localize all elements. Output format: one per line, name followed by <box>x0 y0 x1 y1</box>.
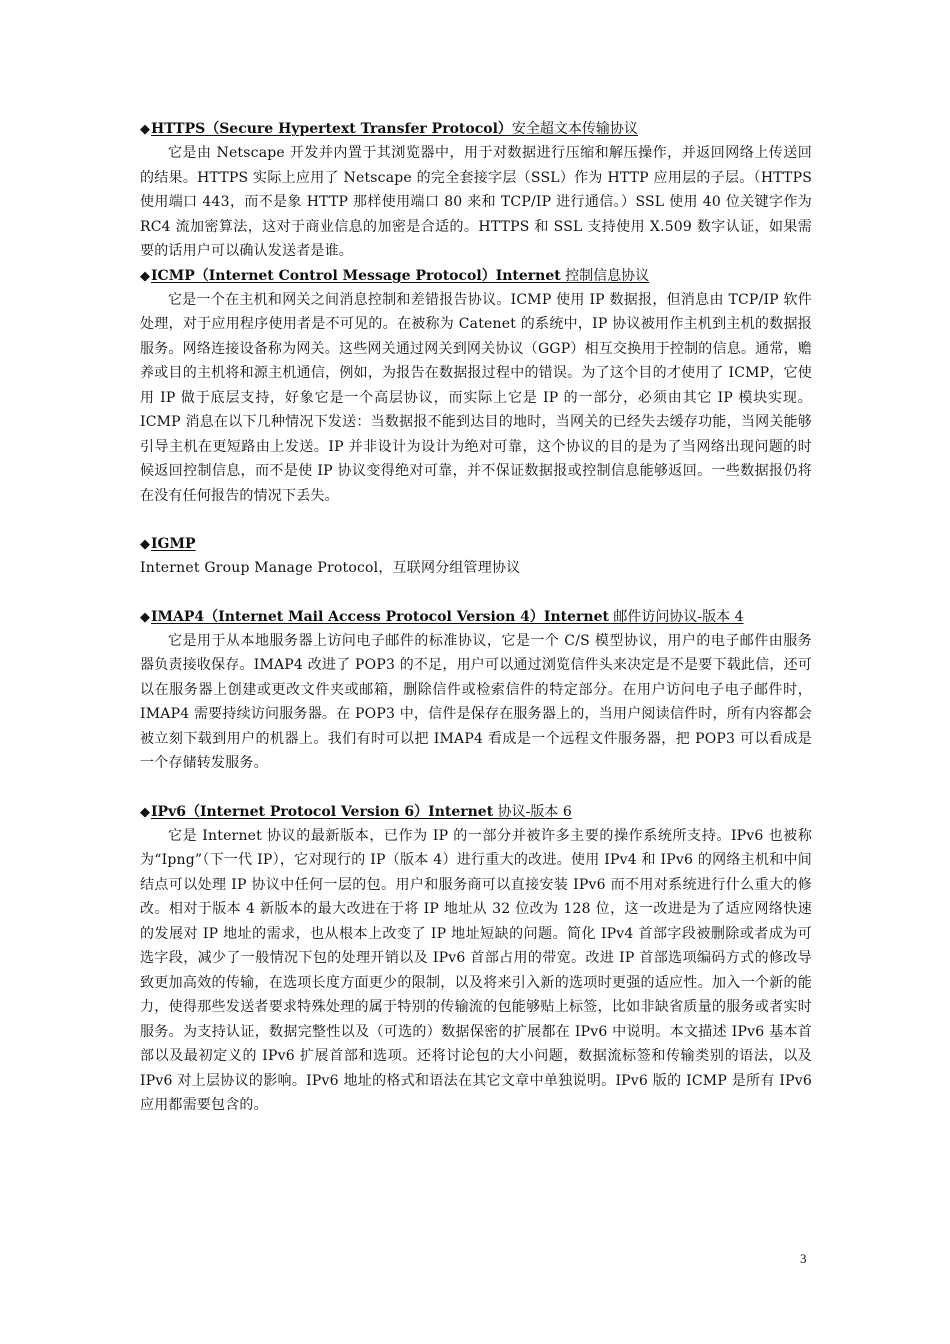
section-heading <box>140 800 812 824</box>
heading-text: 控制信息协议 <box>560 267 650 284</box>
document-body <box>140 117 812 1118</box>
section-imap4 <box>140 605 812 776</box>
heading-bold-text: IPv6（Internet Protocol Version 6）Internet <box>151 803 494 820</box>
section-https <box>140 117 812 264</box>
section-heading <box>140 605 812 629</box>
heading-text: 安全超文本传输协议 <box>511 121 638 137</box>
diamond-bullet-icon: ◆ <box>140 609 150 625</box>
heading-bold-text: HTTPS（Secure Hypertext Transfer Protocol） <box>151 121 512 137</box>
section-paragraph: 它是 Internet 协议的最新版本，已作为 IP 的一部分并被许多主要的操作系统所支持。IPv6 也被称为“Ipng”（下一代 IP），它对现行的 IP（版本 4）进行重大的改进。使用 IPv4 和 IPv6 的网络主机和中间结点可以处理 IP 协议中任何一层的包。用户和服务商可以直接安装 IPv6 而不用对系统进行什么重大的修改。相对于版本 4 新版本的最大改进在于将 IP 地址从 32 位改为 128 位，这一改进是为了适应网络快速的发展对 IP 地址的需求，也从根本上改变了 IP 地址短缺的问题。简化 IPv4 首部字段被删除或者成为可选字段，减少了一般情况下包的处理开销以及 IPv6 首部占用的带宽。改进 IP 首部选项编码方式的修改导致更加高效的传输，在选项长度方面更少的限制，以及将来引入新的选项时更强的适应性。加入一个新的能力，使得那些发送者要求特殊处理的属于特别的传输流的包能够贴上标签，比如非缺省质量的服务或者实时服务。为支持认证，数据完整性以及（可选的）数据保密的扩展都在 IPv6 中说明。本文描述 IPv6 基本首部以及最初定义的 IPv6 扩展首部和选项。还将讨论包的大小问题，数据流标签和传输类别的语法，以及 IPv6 对上层协议的影响。IPv6 地址的格式和语法在其它文章中单独说明。IPv6 版的 ICMP 是所有 IPv6 应用都需要包含的。 <box>140 827 812 1113</box>
diamond-bullet-icon: ◆ <box>140 122 150 137</box>
diamond-bullet-icon: ◆ <box>140 537 150 552</box>
heading-bold-text: IGMP <box>151 536 196 552</box>
diamond-bullet-icon: ◆ <box>140 804 150 820</box>
section-heading <box>140 264 812 288</box>
heading-text: 邮件访问协议-版本 4 <box>608 608 744 625</box>
section-paragraph: Internet Group Manage Protocol，互联网分组管理协议 <box>140 560 521 576</box>
heading-bold-text: IMAP4（Internet Mail Access Protocol Version 4）Internet <box>151 608 609 625</box>
page-number: 3 <box>800 1251 807 1266</box>
section-paragraph: 它是用于从本地服务器上访问电子邮件的标准协议，它是一个 C/S 模型协议，用户的电子邮件由服务器负责接收保存。IMAP4 改进了 POP3 的不足，用户可以通过浏览信件头来决定是不是要下载此信，还可以在服务器上创建或更改文件夹或邮箱，删除信件或检索信件的特定部分。在用户访问电子电子邮件时，IMAP4 需要持续访问服务器。在 POP3 中，信件是保存在服务器上的，当用户阅读信件时，所有内容都会被立刻下载到用户的机器上。我们有时可以把 IMAP4 看成是一个远程文件服务器，把 POP3 可以看成是一个存储转发服务。 <box>140 632 812 771</box>
section-ipv6 <box>140 800 812 1118</box>
section-paragraph: 它是由 Netscape 开发并内置于其浏览器中，用于对数据进行压缩和解压操作，并返回网络上传送回的结果。HTTPS 实际上应用了 Netscape 的完全套接字层（SSL）作为 HTTP 应用层的子层。（HTTPS 使用端口 443，而不是象 HTTP 那样使用端口 80 来和 TCP/IP 进行通信。）SSL 使用 40 位关键字作为 RC4 流加密算法，这对于商业信息的加密是合适的。HTTPS 和 SSL 支持使用 X.509 数字认证，如果需要的话用户可以确认发送者是谁。 <box>140 145 812 259</box>
section-icmp <box>140 264 812 509</box>
section-heading <box>140 532 812 556</box>
diamond-bullet-icon: ◆ <box>140 268 150 284</box>
section-paragraph: 它是一个在主机和网关之间消息控制和差错报告协议。ICMP 使用 IP 数据报，但消息由 TCP/IP 软件处理，对于应用程序使用者是不可见的。在被称为 Catenet 的系统中，IP 协议被用作主机到主机的数据报服务。网络连接设备称为网关。这些网关通过网关到网关协议（GGP）相互交换用于控制的信息。通常，赡养或目的主机将和源主机通信，例如，为报告在数据报过程中的错误。为了这个目的才使用了 ICMP，它使用 IP 做于底层支持，好象它是一个高层协议，而实际上它是 IP 的一部分，必须由其它 IP 模块实现。ICMP 消息在以下几种情况下发送：当数据报不能到达目的地时，当网关的已经失去缓存功能，当网关能够引导主机在更短路由上发送。IP 并非设计为设计为绝对可靠，这个协议的目的是为了当网络出现问题的时候返回控制信息，而不是使 IP 协议变得绝对可靠，并不保证数据报或控制信息能够返回。一些数据报仍将在没有任何报告的情况下丢失。 <box>140 291 812 504</box>
heading-text: 协议-版本 6 <box>493 803 572 820</box>
section-igmp <box>140 532 812 581</box>
heading-bold-text: ICMP（Internet Control Message Protocol）Internet <box>151 267 561 284</box>
section-heading <box>140 117 812 141</box>
